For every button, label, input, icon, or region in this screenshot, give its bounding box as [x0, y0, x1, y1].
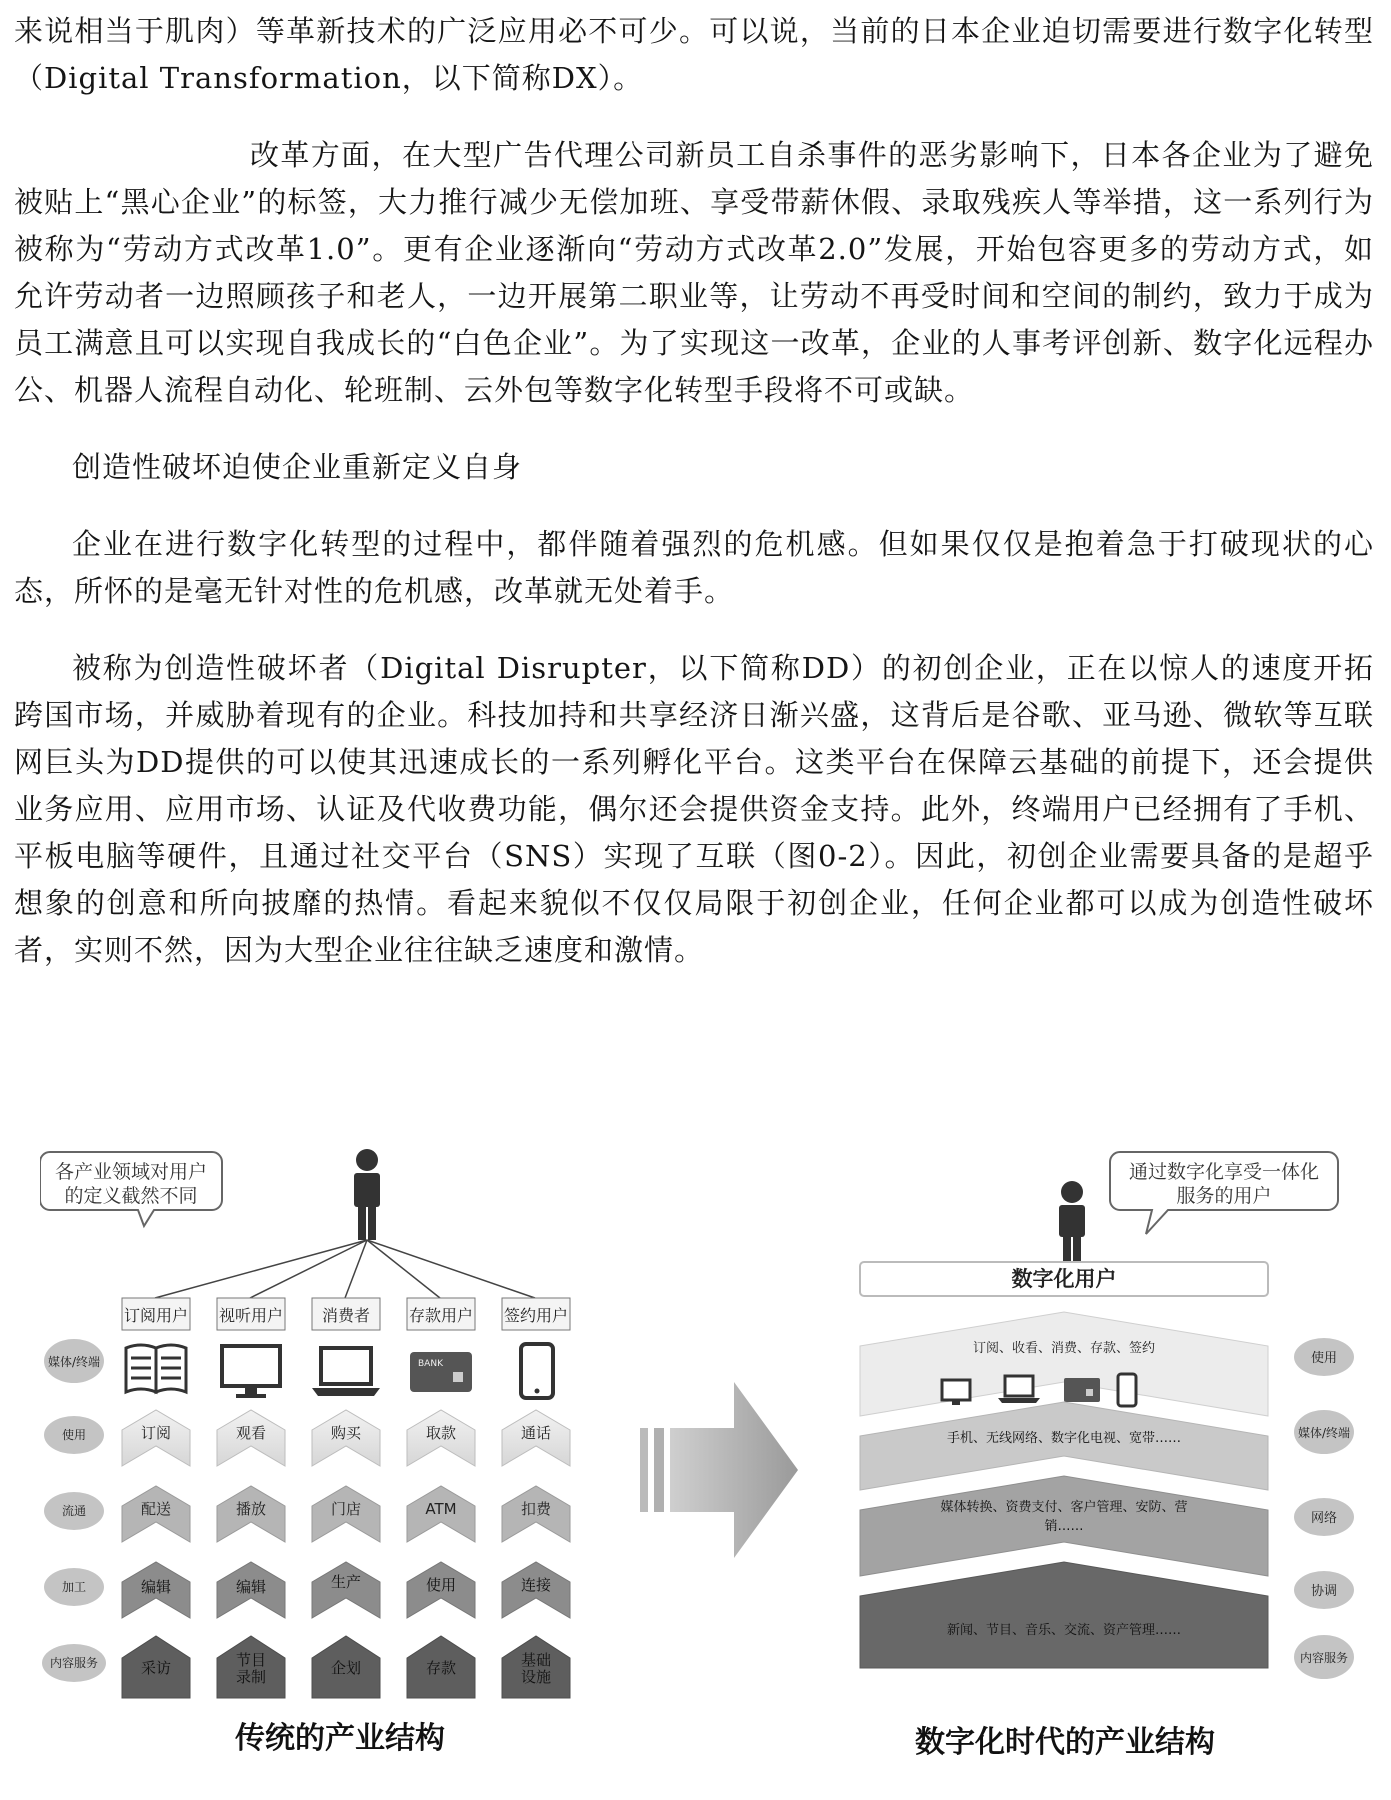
side-label-media: 媒体/终端 [1297, 1426, 1351, 1440]
row-labels [42, 1339, 106, 1682]
layer-content [860, 1562, 1268, 1668]
left-callout-line1: 各产业领域对用户 [54, 1161, 208, 1183]
process-label: 生产 [330, 1573, 362, 1591]
connector-lines [155, 1240, 535, 1298]
row-label-content: 内容服务 [49, 1656, 99, 1670]
flow-label: 播放 [235, 1500, 267, 1518]
smartphone-icon [521, 1344, 553, 1398]
layer-use [860, 1312, 1268, 1416]
layer-media-label: 手机、无线网络、数字化电视、宽带…… [946, 1431, 1182, 1446]
flow-label: 扣费 [520, 1500, 552, 1518]
layer-content-label: 新闻、节目、音乐、交流、资产管理…… [946, 1623, 1182, 1638]
side-labels [1294, 1338, 1354, 1679]
layer-network-label-wrap [938, 1498, 1190, 1542]
row-label-flow: 流通 [61, 1504, 87, 1518]
bank-card-icon [1064, 1378, 1100, 1402]
figure-svg [40, 1140, 1370, 1780]
content-label-wrap [515, 1652, 557, 1696]
flow-label: ATM [425, 1500, 457, 1518]
right-callout [1110, 1152, 1338, 1234]
paragraph-crisis: 企业在进行数字化转型的过程中，都伴随着强烈的危机感。但如果仅仅是抱着急于打破现状的心态，所怀的是毫无针对性的危机感，改革就无处着手。 [14, 527, 1374, 608]
side-label-coordination: 协调 [1310, 1584, 1338, 1599]
side-label-content: 内容服务 [1299, 1651, 1349, 1665]
use-label: 通话 [520, 1424, 552, 1442]
side-label-network: 网络 [1310, 1511, 1338, 1526]
use-label: 观看 [235, 1424, 267, 1442]
laptop-icon [998, 1376, 1040, 1403]
process-label: 使用 [425, 1576, 457, 1594]
user-type-label: 订阅用户 [123, 1306, 189, 1325]
user-type-label: 消费者 [321, 1306, 371, 1325]
left-callout-line2: 的定义截然不同 [64, 1185, 198, 1207]
flow-labels [141, 1500, 552, 1518]
paragraph-intro: 来说相当于肌肉）等革新技术的广泛应用必不可少。可以说，当前的日本企业迫切需要进行数字化转型（Digital Transformation，以下简称DX）。 [14, 14, 1374, 95]
right-caption: 数字化时代的产业结构 [915, 1725, 1215, 1760]
user-type-label: 存款用户 [408, 1306, 474, 1325]
content-label: 存款 [425, 1659, 457, 1677]
use-label: 取款 [425, 1424, 457, 1442]
layer-use-label: 订阅、收看、消费、存款、签约 [972, 1341, 1156, 1356]
side-label-use: 使用 [1310, 1351, 1338, 1366]
paragraph-disrupter: 被称为创造性破坏者（Digital Disrupter，以下简称DD）的初创企业，正在以惊人的速度开拓跨国市场，并威胁着现有的企业。科技加持和共享经济日渐兴盛，这背后是谷歌、亚马逊、微软等互联网巨头为DD提供的可以使其迅速成长的一系列孵化平台。这类平台在保障云基础的前提下，还会提供业务应用、应用市场、认证及代收费功能，偶尔还会提供资金支持。此外，终端用户已经拥有了手机、平板电脑等硬件，且通过社交平台（SNS）实现了互联（图0-2）。因此，初创企业需要具备的是超乎想象的创意和所向披靡的热情。看起来貌似不仅仅局限于初创企业，任何企业都可以成为创造性破坏者，实则不然，因为大型企业往往缺乏速度和激情。 [14, 651, 1374, 967]
use-labels [141, 1424, 551, 1442]
layer-network-label: 媒体转换、资费支付、客户管理、安防、营销…… [940, 1500, 1188, 1534]
book-icon [126, 1345, 186, 1392]
body-text [14, 8, 1374, 974]
flow-label: 门店 [330, 1500, 362, 1518]
content-label: 企划 [330, 1659, 362, 1677]
use-label: 订阅 [140, 1424, 172, 1442]
digital-user-person-icon [1059, 1181, 1085, 1268]
content-label: 节目录制 [235, 1652, 266, 1686]
monitor-icon [942, 1380, 970, 1405]
left-caption: 传统的产业结构 [235, 1721, 445, 1756]
row-label-use: 使用 [61, 1428, 87, 1442]
user-type-boxes [122, 1298, 570, 1330]
flow-label: 配送 [140, 1500, 172, 1518]
digital-user-header: 数字化用户 [1011, 1267, 1117, 1291]
monitor-icon [222, 1346, 280, 1398]
right-diagram [860, 1152, 1354, 1760]
content-label: 采访 [140, 1659, 172, 1677]
left-diagram [40, 1149, 570, 1756]
bank-card-text: BANK [418, 1359, 443, 1369]
use-label: 购买 [330, 1424, 362, 1442]
laptop-icon [312, 1348, 380, 1396]
row-label-media: 媒体/终端 [47, 1355, 101, 1369]
transition-arrow [640, 1382, 798, 1558]
process-label: 连接 [520, 1576, 552, 1594]
process-label: 编辑 [140, 1578, 172, 1596]
section-heading: 创造性破坏迫使企业重新定义自身 [72, 450, 523, 484]
person-icon [354, 1149, 380, 1240]
row-label-process: 加工 [61, 1580, 87, 1594]
right-callout-line2: 服务的用户 [1176, 1185, 1272, 1207]
process-label: 编辑 [235, 1578, 267, 1596]
user-type-label: 视听用户 [218, 1306, 284, 1325]
user-type-label: 签约用户 [503, 1306, 569, 1325]
figure-industry-structure [40, 1140, 1370, 1780]
smartphone-icon [1118, 1374, 1136, 1406]
content-label: 基础设施 [520, 1652, 551, 1686]
paragraph-reform: 改革方面，在大型广告代理公司新员工自杀事件的恶劣影响下，日本各企业为了避免被贴上“黑心企业”的标签，大力推行减少无偿加班、享受带薪休假、录取残疾人等举措，这一系列行为被称为“劳动方式改革1.0”。更有企业逐渐向“劳动方式改革2.0”发展，开始包容更多的劳动方式，如允许劳动者一边照顾孩子和老人，一边开展第二职业等，让劳动不再受时间和空间的制约，致力于成为员工满意且可以实现自我成长的“白色企业”。为了实现这一改革，企业的人事考评创新、数字化远程办公、机器人流程自动化、轮班制、云外包等数字化转型手段将不可或缺。 [14, 138, 1374, 407]
content-label-wrap [230, 1652, 272, 1696]
right-callout-line1: 通过数字化享受一体化 [1128, 1161, 1320, 1183]
bank-card-icon [410, 1352, 472, 1392]
left-callout [40, 1152, 222, 1226]
